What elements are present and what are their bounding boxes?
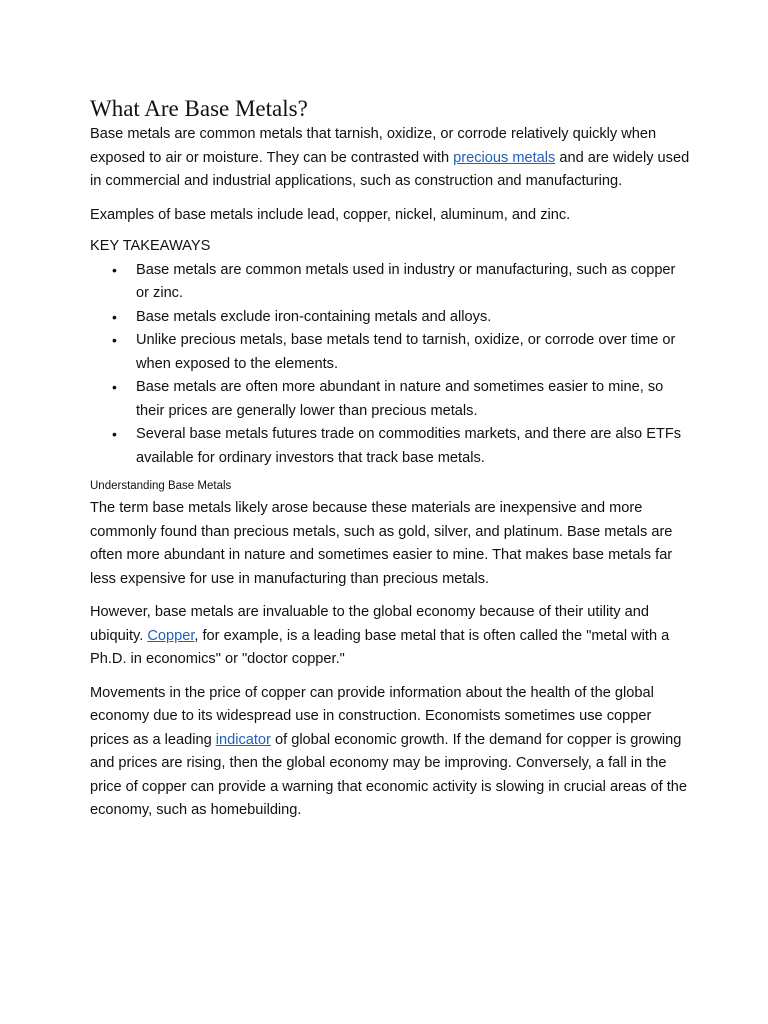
section-heading: Understanding Base Metals	[90, 480, 232, 492]
bullet-icon: •	[112, 379, 117, 395]
document-content	[90, 95, 690, 823]
key-takeaways-list	[90, 259, 690, 471]
paragraph-3-text-1: Movements in the price of copper can provide information about the health of the global economy due to its widespread use in construction. Economists sometimes use copper prices as a leading	[90, 684, 654, 748]
section-paragraph-3	[90, 682, 690, 823]
paragraph-2-text-1: However, base metals are invaluable to the global economy because of their utility and ubiquity.	[90, 604, 649, 644]
bullet-icon: •	[112, 261, 117, 278]
intro-paragraph	[90, 123, 690, 194]
bullet-icon: •	[112, 332, 117, 348]
takeaway-text: Base metals are often more abundant in nature and sometimes easier to mine, so their prices are generally lower than precious metals.	[136, 379, 664, 419]
takeaway-item	[90, 376, 690, 423]
takeaway-item	[90, 329, 690, 376]
takeaway-text: Unlike precious metals, base metals tend to tarnish, oxidize, or corrode over time or when exposed to the elements.	[136, 332, 676, 372]
intro-text-2: and are widely used in commercial and industrial applications, such as construction and manufacturing.	[90, 149, 690, 189]
paragraph-2-text-2: , for example, is a leading base metal that is often called the "metal with a Ph.D. in economics" or "doctor copper."	[90, 627, 670, 667]
indicator-link[interactable]: indicator	[215, 731, 271, 748]
paragraph-3-text-2: of global economic growth. If the demand for copper is growing and prices are rising, then the global economy may be improving. Conversely, a fall in the price of copper can provide a warning that economic activity is slowing in crucial areas of the economy, such as homebuilding.	[90, 731, 688, 818]
bullet-icon: •	[112, 426, 117, 442]
key-takeaways-heading: KEY TAKEAWAYS	[90, 238, 211, 254]
takeaway-item	[90, 259, 690, 306]
page-title: What Are Base Metals?	[90, 96, 308, 121]
copper-link[interactable]: Copper	[147, 627, 195, 644]
section-paragraph-1: The term base metals likely arose because these materials are inexpensive and more commonly found than precious metals, such as gold, silver, and platinum. Base metals are often more abundant in nature and sometimes easier to mine. That makes base metals far less expensive for use in manufacturing than precious metals.	[90, 500, 673, 587]
bullet-icon: •	[112, 308, 117, 325]
takeaway-text: Base metals exclude iron-containing metals and alloys.	[136, 308, 492, 325]
takeaway-text: Base metals are common metals used in industry or manufacturing, such as copper or zinc.	[136, 261, 676, 301]
takeaway-item	[90, 306, 690, 330]
examples-paragraph: Examples of base metals include lead, copper, nickel, aluminum, and zinc.	[90, 206, 571, 223]
precious-metals-link[interactable]: precious metals	[453, 149, 556, 166]
takeaway-item	[90, 423, 690, 470]
intro-text-1: Base metals are common metals that tarnish, oxidize, or corrode relatively quickly when exposed to air or moisture. They can be contrasted with	[90, 126, 657, 166]
takeaway-text: Several base metals futures trade on commodities markets, and there are also ETFs available for ordinary investors that track base metals.	[136, 426, 682, 466]
section-paragraph-2	[90, 601, 690, 672]
